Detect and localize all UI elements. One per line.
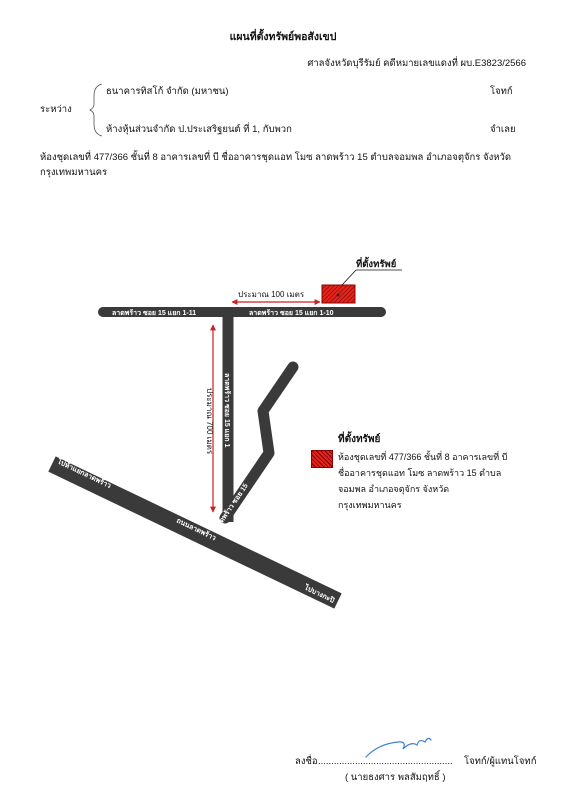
label-to-bangkapi: ไปบางกะปิ xyxy=(303,584,336,605)
signatory-name: ( นายธงศาร พลสัมฤทธิ์ ) xyxy=(345,772,446,783)
property-marker-label: ที่ตั้งทรัพย์ xyxy=(356,259,397,270)
distance-vertical-label: ประมาณ 700 เมตร xyxy=(205,388,214,455)
label-soi-15-1: ลาดพร้าว ซอย 15 แยก 1 xyxy=(223,373,230,448)
legend-line-1: ห้องชุดเลขที่ 477/366 ชั้นที่ 8 อาคารเลขที่ บี xyxy=(338,452,508,462)
label-to-intersection: ไปห้าแยกลาดพร้าว xyxy=(56,458,112,491)
court-case-number: ศาลจังหวัดบุรีรัมย์ คดีหมายเลขแดงที่ ผบ.E3823/2566 xyxy=(307,58,526,69)
legend-line-2: ชื่ออาคารชุดแอท โมซ ลาดพร้าว 15 ตำบล xyxy=(338,468,502,478)
defendant-name: ห้างหุ้นส่วนจำกัด ป.ประเสริฐยนต์ ที่ 1, กับพวก xyxy=(106,124,292,135)
defendant-role: จำเลย xyxy=(490,124,516,135)
label-soi-15-11: ลาดพร้าว ซอย 15 แยก 1-11 xyxy=(112,310,197,317)
plaintiff-name: ธนาคารทิสโก้ จำกัด (มหาชน) xyxy=(106,86,229,97)
label-soi-15: ลาดพร้าว ซอย 15 xyxy=(213,482,250,532)
legend-title: ที่ตั้งทรัพย์ xyxy=(338,434,381,445)
signature-line: ................................................... xyxy=(318,756,453,767)
distance-horizontal-label: ประมาณ 100 เมตร xyxy=(238,290,305,299)
property-description-line1: ห้องชุดเลขที่ 477/366 ชั้นที่ 8 อาคารเลขที่ บี ชื่ออาคารชุดแอท โมซ ลาดพร้าว 15 ตำบลจอมพล อำเภอจตุจักร จังหวัด xyxy=(40,152,512,163)
legend-line-4: กรุงเทพมหานคร xyxy=(338,500,402,510)
label-soi-15-10: ลาดพร้าว ซอย 15 แยก 1-10 xyxy=(249,310,334,317)
signature-label: ลงชื่อ xyxy=(295,756,318,767)
legend-line-3: จอมพล อำเภอจตุจักร จังหวัด xyxy=(338,484,450,494)
property-description-line2: กรุงเทพมหานคร xyxy=(40,167,108,178)
label-main-road: ถนนลาดพร้าว xyxy=(175,517,217,543)
document-title: แผนที่ตั้งทรัพย์พอสังเขป xyxy=(229,31,337,43)
plaintiff-role: โจทก์ xyxy=(490,86,513,97)
between-label: ระหว่าง xyxy=(40,104,72,115)
signature-role: โจทก์/ผู้แทนโจทก์ xyxy=(464,756,537,767)
